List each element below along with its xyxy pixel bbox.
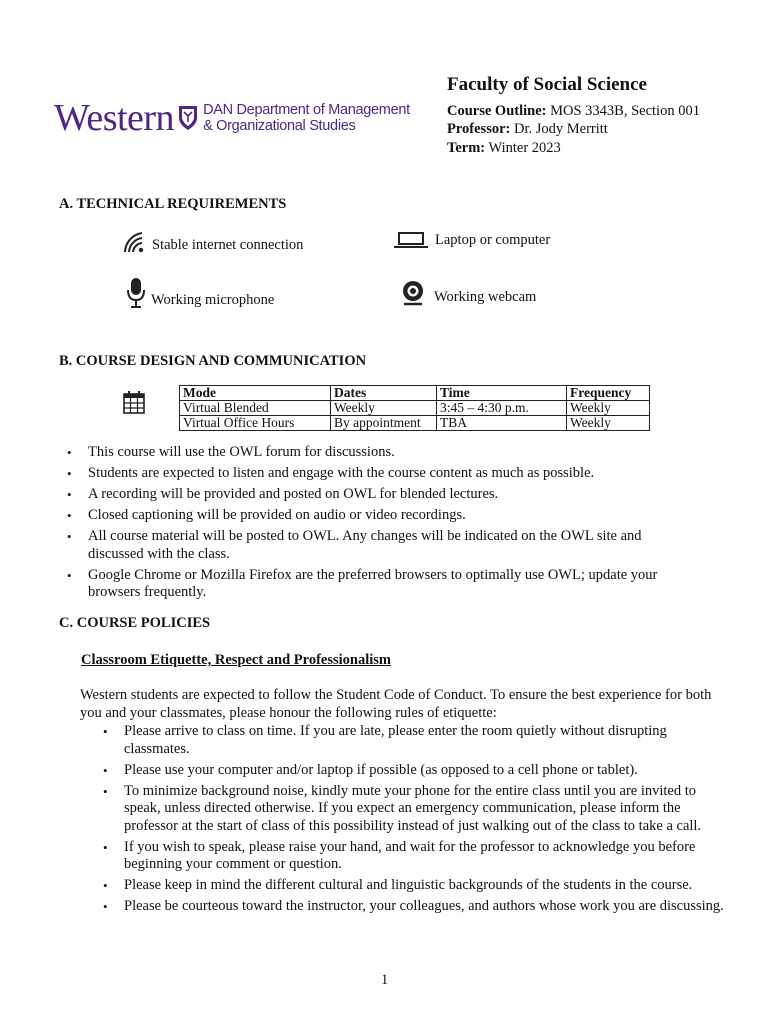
shield-icon	[178, 105, 198, 131]
faculty-title: Faculty of Social Science	[447, 74, 647, 95]
section-b-heading: B. COURSE DESIGN AND COMMUNICATION	[59, 353, 367, 369]
logo-wordmark: Western	[54, 97, 175, 139]
course-schedule-table	[179, 385, 650, 431]
tech-item-microphone	[127, 277, 274, 309]
dept-line-1: DAN Department of Management	[203, 102, 410, 118]
table-row	[180, 401, 650, 416]
list-item: • A recording will be provided and posted on OWL for blended lectures.	[59, 486, 684, 504]
table-cell: 3:45 – 4:30 p.m.	[437, 401, 567, 416]
table-row	[180, 416, 650, 431]
professor-label: Professor:	[447, 121, 511, 137]
professor-value: Dr. Jody Merritt	[513, 121, 608, 137]
tech-item-internet-label: Stable internet connection	[152, 237, 304, 253]
western-logo	[54, 97, 410, 139]
table-header-cell: Mode	[180, 386, 331, 401]
course-design-list	[59, 444, 684, 605]
professor-line	[447, 121, 608, 138]
etiquette-list	[95, 723, 727, 919]
list-item: • To minimize background noise, kindly mute your phone for the entire class until you are invited to speak, unless directed otherwise. If you expect an emergency communication, please inform the professor at the start of class of this possibility instead of just walking out of the class to take a call.	[95, 783, 727, 836]
course-outline-label: Course Outline:	[447, 103, 547, 119]
list-item: • Please arrive to class on time. If you are late, please enter the room quietly without disrupting classmates.	[95, 723, 727, 758]
list-item: • If you wish to speak, please raise your hand, and wait for the professor to acknowledge you before beginning your comment or question.	[95, 839, 727, 874]
table-cell: Weekly	[567, 401, 650, 416]
webcam-icon	[400, 280, 428, 306]
list-item: • Google Chrome or Mozilla Firefox are the preferred browsers to optimally use OWL; update your browsers frequently.	[59, 567, 684, 602]
section-a-heading: A. TECHNICAL REQUIREMENTS	[59, 196, 287, 212]
table-cell: TBA	[437, 416, 567, 431]
table-cell: Virtual Blended	[180, 401, 331, 416]
table-header-row	[180, 386, 650, 401]
term-label: Term:	[447, 140, 486, 156]
table-cell: Weekly	[567, 416, 650, 431]
table-cell: Virtual Office Hours	[180, 416, 331, 431]
tech-item-laptop	[393, 231, 550, 249]
tech-item-internet	[122, 228, 303, 254]
term-value: Winter 2023	[488, 140, 561, 156]
table-header-cell: Dates	[331, 386, 437, 401]
tech-item-webcam-label: Working webcam	[434, 289, 537, 305]
term-line	[447, 140, 561, 157]
course-outline-value: MOS 3343B, Section 001	[550, 103, 700, 119]
list-item: • Students are expected to listen and engage with the course content as much as possible.	[59, 465, 684, 483]
table-cell: By appointment	[331, 416, 437, 431]
tech-item-webcam	[400, 280, 536, 306]
table-header-cell: Time	[437, 386, 567, 401]
calendar-icon	[123, 390, 145, 414]
tech-item-laptop-label: Laptop or computer	[435, 232, 551, 248]
list-item: • Please be courteous toward the instructor, your colleagues, and authors whose work you are discussing.	[95, 898, 727, 916]
dept-line-2: & Organizational Studies	[203, 118, 356, 134]
table-cell: Weekly	[331, 401, 437, 416]
laptop-icon	[393, 231, 429, 249]
list-item: • All course material will be posted to OWL. Any changes will be indicated on the OWL site and discussed with the class.	[59, 528, 684, 563]
table-header-cell: Frequency	[567, 386, 650, 401]
etiquette-intro: Western students are expected to follow the Student Code of Conduct. To ensure the best experience for both you and your classmates, please honour the following rules of etiquette:	[80, 687, 712, 721]
wifi-icon	[122, 228, 146, 254]
list-item: • Closed captioning will be provided on audio or video recordings.	[59, 507, 684, 525]
list-item: • This course will use the OWL forum for discussions.	[59, 444, 684, 462]
etiquette-subheading: Classroom Etiquette, Respect and Professionalism	[81, 652, 391, 668]
microphone-icon	[127, 277, 145, 309]
section-c-heading: C. COURSE POLICIES	[59, 615, 211, 631]
page-number: 1	[381, 972, 389, 988]
tech-item-microphone-label: Working microphone	[151, 292, 275, 308]
list-item: • Please use your computer and/or laptop if possible (as opposed to a cell phone or tablet).	[95, 762, 727, 780]
course-outline-line	[447, 103, 700, 120]
list-item: • Please keep in mind the different cultural and linguistic backgrounds of the students in the course.	[95, 877, 727, 895]
department-name	[203, 102, 410, 134]
